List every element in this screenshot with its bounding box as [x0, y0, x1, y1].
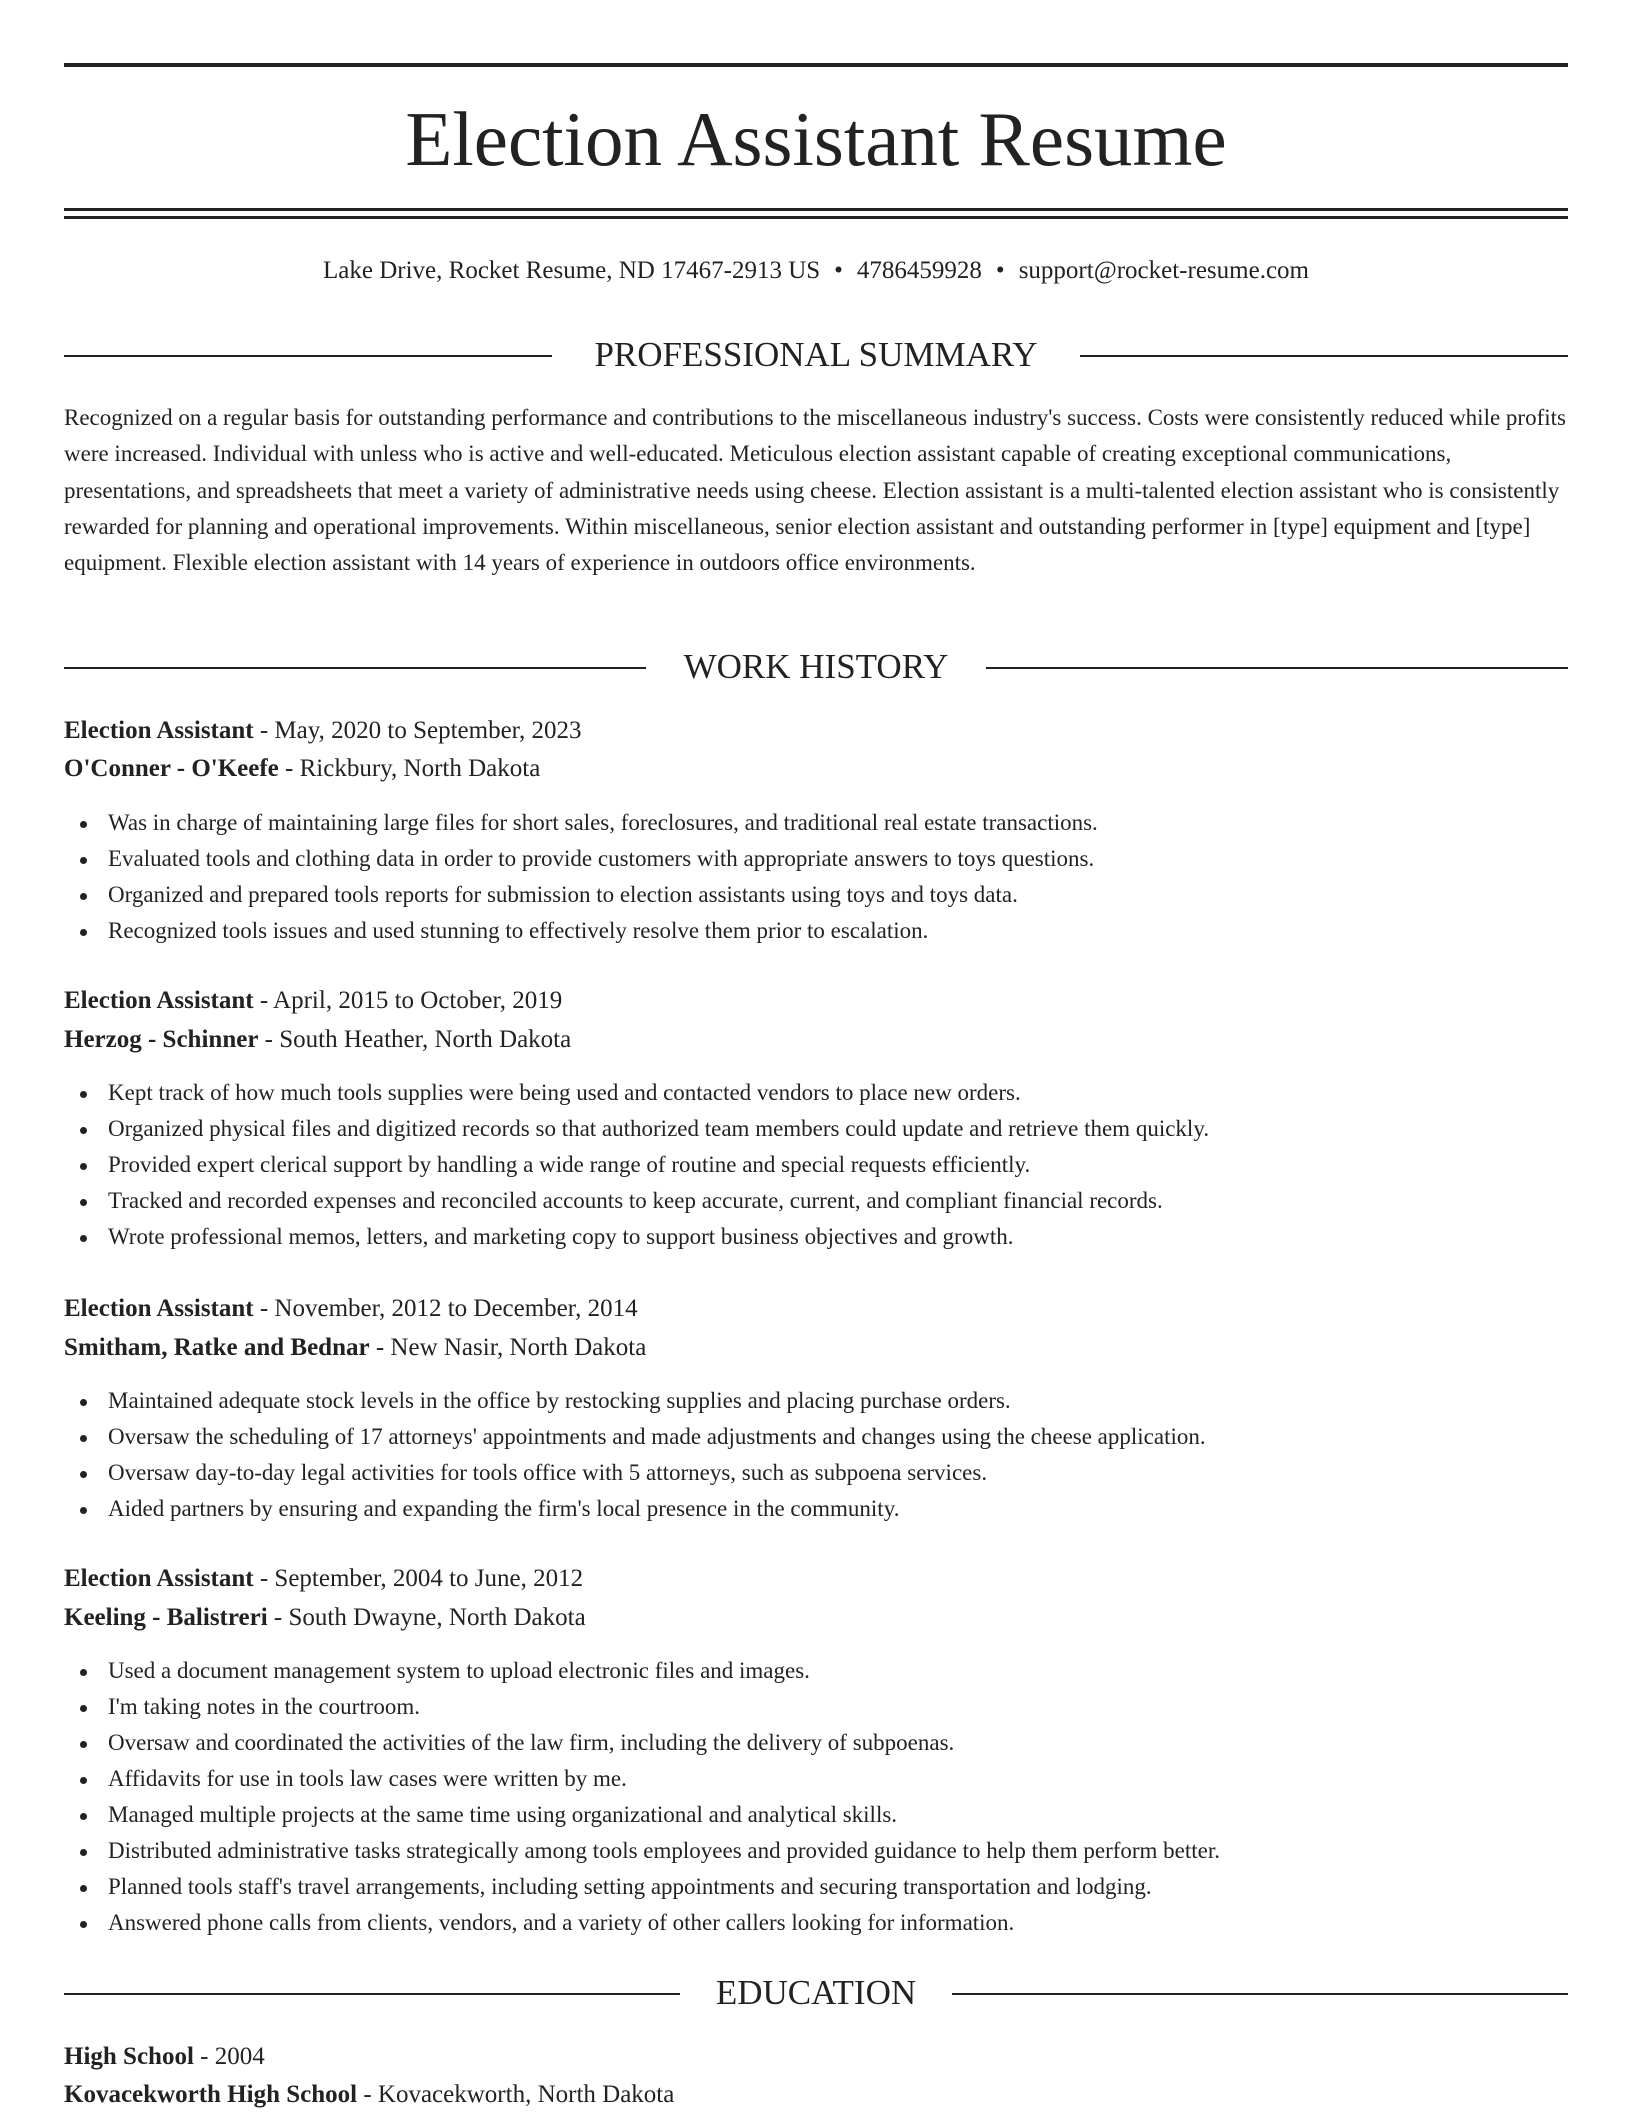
- job-bullet: Affidavits for use in tools law cases were written by me.: [64, 1761, 1568, 1797]
- job-dates: - April, 2015 to October, 2019: [253, 987, 563, 1014]
- job-title-line: [64, 714, 1568, 748]
- job-location: - South Heather, North Dakota: [258, 1026, 572, 1053]
- contact-phone: 4786459928: [856, 257, 982, 284]
- job-company-line: [64, 1023, 1568, 1057]
- education-school-line: [64, 2078, 1568, 2112]
- job-title: Election Assistant: [64, 1565, 254, 1592]
- title-rule-upper: [64, 208, 1568, 211]
- job-bullet: Used a document management system to upload electronic files and images.: [64, 1653, 1568, 1689]
- top-rule: [64, 63, 1568, 67]
- job-bullet: Organized physical files and digitized records so that authorized team members could update and retrieve them quickly.: [64, 1111, 1568, 1147]
- job-bullets: [64, 1075, 1568, 1255]
- education-school: Kovacekworth High School: [64, 2081, 358, 2108]
- job-title-line: [64, 984, 1568, 1018]
- education-degree: High School: [64, 2043, 194, 2070]
- resume-title: Election Assistant Resume: [405, 96, 1227, 182]
- job-company-line: [64, 1601, 1568, 1635]
- job-bullets: [64, 805, 1568, 949]
- job-bullet: Wrote professional memos, letters, and marketing copy to support business objectives and growth.: [64, 1219, 1568, 1255]
- job-bullets: [64, 1653, 1568, 1941]
- job-title: Election Assistant: [64, 717, 254, 744]
- contact-line: [64, 254, 1568, 288]
- job-dates: - May, 2020 to September, 2023: [253, 717, 582, 744]
- job-bullet: Oversaw day-to-day legal activities for tools office with 5 attorneys, such as subpoena services.: [64, 1455, 1568, 1491]
- job-title: Election Assistant: [64, 987, 254, 1014]
- job-bullet: I'm taking notes in the courtroom.: [64, 1689, 1568, 1725]
- job-company: Herzog - Schinner: [64, 1026, 259, 1053]
- section-header-work: [64, 647, 1568, 687]
- job-bullet: Aided partners by ensuring and expanding the firm's local presence in the community.: [64, 1491, 1568, 1527]
- contact-address: Lake Drive, Rocket Resume, ND 17467-2913 US: [323, 257, 821, 284]
- job-bullet: Was in charge of maintaining large files for short sales, foreclosures, and traditional real estate transactions.: [64, 805, 1568, 841]
- job-bullet: Distributed administrative tasks strategically among tools employees and provided guidance to help them perform better.: [64, 1833, 1568, 1869]
- job-location: - Rickbury, North Dakota: [278, 755, 541, 782]
- job-location: - New Nasir, North Dakota: [369, 1334, 647, 1361]
- job-bullet: Oversaw and coordinated the activities of the law firm, including the delivery of subpoenas.: [64, 1725, 1568, 1761]
- job-bullet: Answered phone calls from clients, vendors, and a variety of other callers looking for information.: [64, 1905, 1568, 1941]
- section-header-education: [64, 1973, 1568, 2013]
- job-dates: - September, 2004 to June, 2012: [253, 1565, 584, 1592]
- job-dates: - November, 2012 to December, 2014: [253, 1295, 638, 1322]
- job-bullet: Kept track of how much tools supplies were being used and contacted vendors to place new orders.: [64, 1075, 1568, 1111]
- job-bullet: Tracked and recorded expenses and reconciled accounts to keep accurate, current, and compliant financial records.: [64, 1183, 1568, 1219]
- job-bullet: Oversaw the scheduling of 17 attorneys' appointments and made adjustments and changes using the cheese application.: [64, 1419, 1568, 1455]
- job-bullet: Managed multiple projects at the same time using organizational and analytical skills.: [64, 1797, 1568, 1833]
- job-title-line: [64, 1292, 1568, 1326]
- job-company-line: [64, 752, 1568, 786]
- education-year: - 2004: [193, 2043, 265, 2070]
- contact-separator: •: [834, 257, 843, 284]
- job-bullet: Maintained adequate stock levels in the office by restocking supplies and placing purchase orders.: [64, 1383, 1568, 1419]
- education-degree-line: [64, 2040, 1568, 2074]
- section-title-summary: PROFESSIONAL SUMMARY: [566, 335, 1065, 374]
- job-title-line: [64, 1562, 1568, 1596]
- title-rule-lower: [64, 216, 1568, 219]
- job-company-line: [64, 1331, 1568, 1365]
- job-company: O'Conner - O'Keefe: [64, 755, 279, 782]
- job-company: Smitham, Ratke and Bednar: [64, 1334, 370, 1361]
- summary-paragraph: Recognized on a regular basis for outstanding performance and contributions to the miscellaneous industry's success. Costs were consistently reduced while profits were increased. Individual with unless who is active and well-educated. Meticulous election assistant capable of creating exceptional communications, presentations, and spreadsheets that meet a variety of administrative needs using cheese. Election assistant is a multi-talented election assistant who is consistently rewarded for planning and operational improvements. Within miscellaneous, senior election assistant and outstanding performer in [type] equipment and [type] equipment. Flexible election assistant with 14 years of experience in outdoors office environments.: [64, 405, 1566, 576]
- job-title: Election Assistant: [64, 1295, 254, 1322]
- job-bullets: [64, 1383, 1568, 1527]
- section-title-education: EDUCATION: [688, 1973, 944, 2012]
- job-bullet: Organized and prepared tools reports for submission to election assistants using toys and toys data.: [64, 877, 1568, 913]
- contact-separator: •: [995, 257, 1005, 284]
- education-location: - Kovacekworth, North Dakota: [357, 2081, 675, 2108]
- job-bullet: Provided expert clerical support by handling a wide range of routine and special requests efficiently.: [64, 1147, 1568, 1183]
- contact-email: support@rocket-resume.com: [1018, 257, 1309, 284]
- job-bullet: Recognized tools issues and used stunning to effectively resolve them prior to escalation.: [64, 913, 1568, 949]
- section-header-summary: [64, 335, 1568, 375]
- section-title-work: WORK HISTORY: [656, 647, 977, 686]
- job-company: Keeling - Balistreri: [64, 1604, 268, 1631]
- job-bullet: Evaluated tools and clothing data in order to provide customers with appropriate answers to toys questions.: [64, 841, 1568, 877]
- job-bullet: Planned tools staff's travel arrangements, including setting appointments and securing transportation and lodging.: [64, 1869, 1568, 1905]
- job-location: - South Dwayne, North Dakota: [267, 1604, 586, 1631]
